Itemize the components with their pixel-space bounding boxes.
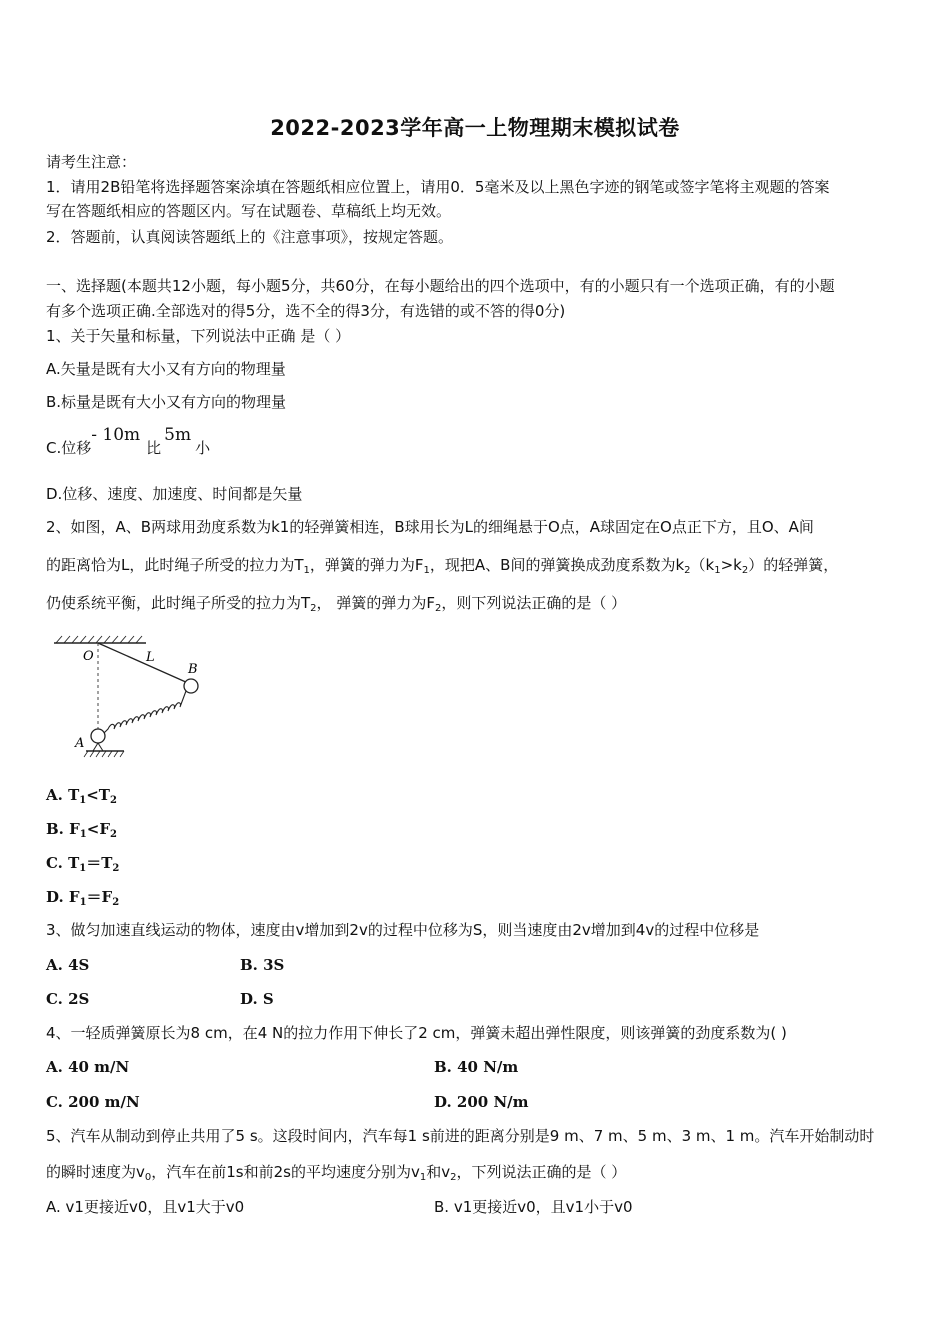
q5-option-a: A. v1更接近v0，且v1大于v0 [46,1198,245,1216]
q5-line1: 5、汽车从制动到停止共用了5 s。这段时间内，汽车每1 s前进的距离分别是9 m、7 m、5 m、3 m、1 m。汽车开始制动时 [46,1127,875,1145]
q3-option-d: D. S [240,990,274,1008]
ball-b [184,679,198,693]
q5-option-b: B. v1更接近v0，且v1小于v0 [434,1198,633,1216]
notice-item1-line1: 1．请用2B铅笔将选择题答案涂填在答题纸相应位置上，请用0．5毫米及以上黑色字迹的钢笔或签字笔将主观题的答案 [46,178,830,196]
page-title: 2022-2023学年高一上物理期末模拟试卷 [270,116,680,140]
q3-option-c: C. 2S [46,990,90,1008]
q1-option-d: D.位移、速度、加速度、时间都是矢量 [46,485,303,503]
notice-heading: 请考生注意： [46,153,137,171]
label-b: B [188,662,198,677]
q1-c-value1: - 10m [91,425,141,445]
spring-diagram [46,633,216,763]
q3-stem: 3、做匀加速直线运动的物体，速度由v增加到2v的过程中位移为S，则当速度由2v增加到4v的过程中位移是 [46,921,760,939]
section1-line1: 一、选择题(本题共12小题，每小题5分，共60分，在每小题给出的四个选项中，有的小题只有一个选项正确，有的小题 [46,277,835,295]
label-o: O [83,649,94,664]
q2-option-b: B. $F_1<F_2$ [46,820,117,840]
q1-c-value2: 5m [164,425,192,445]
q2-line3: 仍使系统平衡，此时绳子所受的拉力为$T_2$， 弹簧的弹力为$F_2$，则下列说法正确的是（ ） [46,594,627,614]
q4-option-a: A. 40 m/N [46,1058,130,1076]
label-l: L [146,650,155,665]
q5-line2: 的瞬时速度为$v_0$，汽车在前1s和前2s的平均速度分别为$v_1$和$v_2$，下列说法正确的是（ ） [46,1163,627,1183]
q3-option-a: A. 4S [46,956,90,974]
section1-line2: 有多个选项正确.全部选对的得5分，选不全的得3分，有选错的或不答的得0分) [46,302,566,320]
q1-c-mid: 比 [146,439,162,457]
notice-item2: 2．答题前，认真阅读答题纸上的《注意事项》，按规定答题。 [46,228,454,246]
q2-line2: 的距离恰为L，此时绳子所受的拉力为$T_1$，弹簧的弹力为$F_1$，现把A、B间的弹簧换成劲度系数为$k_2(k_1>k_2)$的轻弹簧， [46,556,839,576]
q1-stem: 1、关于矢量和标量，下列说法中正确 是（ ） [46,327,351,345]
q2-line1: 2、如图，A、B两球用劲度系数为k1的轻弹簧相连，B球用长为L的细绳悬于O点，A球固定在O点正下方，且O、A间 [46,518,814,536]
q1-option-c [46,425,211,459]
q4-option-d: D. 200 N/m [434,1093,529,1111]
rope-ob [98,643,188,683]
q1-option-a: A.矢量是既有大小又有方向的物理量 [46,360,286,378]
q2-option-c: C. $T_1=T_2$ [46,854,120,874]
ball-a [91,729,105,743]
q4-option-c: C. 200 m/N [46,1093,140,1111]
q4-stem: 4、一轻质弹簧原长为8 cm，在4 N的拉力作用下伸长了2 cm，弹簧未超出弹性限度，则该弹簧的劲度系数为( ) [46,1024,787,1042]
spring [104,691,186,733]
label-a: A [75,736,85,751]
notice-item1-line2: 写在答题纸相应的答题区内。写在试题卷、草稿纸上均无效。 [46,202,452,220]
q2-option-a: A. $T_1<T_2$ [46,786,117,806]
q1-c-pre: C.位移 [46,439,92,457]
q2-option-d: D. $F_1=F_2$ [46,888,120,908]
q1-c-post: 小 [195,439,211,457]
q3-option-b: B. 3S [240,956,285,974]
q4-option-b: B. 40 N/m [434,1058,519,1076]
q1-option-b: B.标量是既有大小又有方向的物理量 [46,393,287,411]
